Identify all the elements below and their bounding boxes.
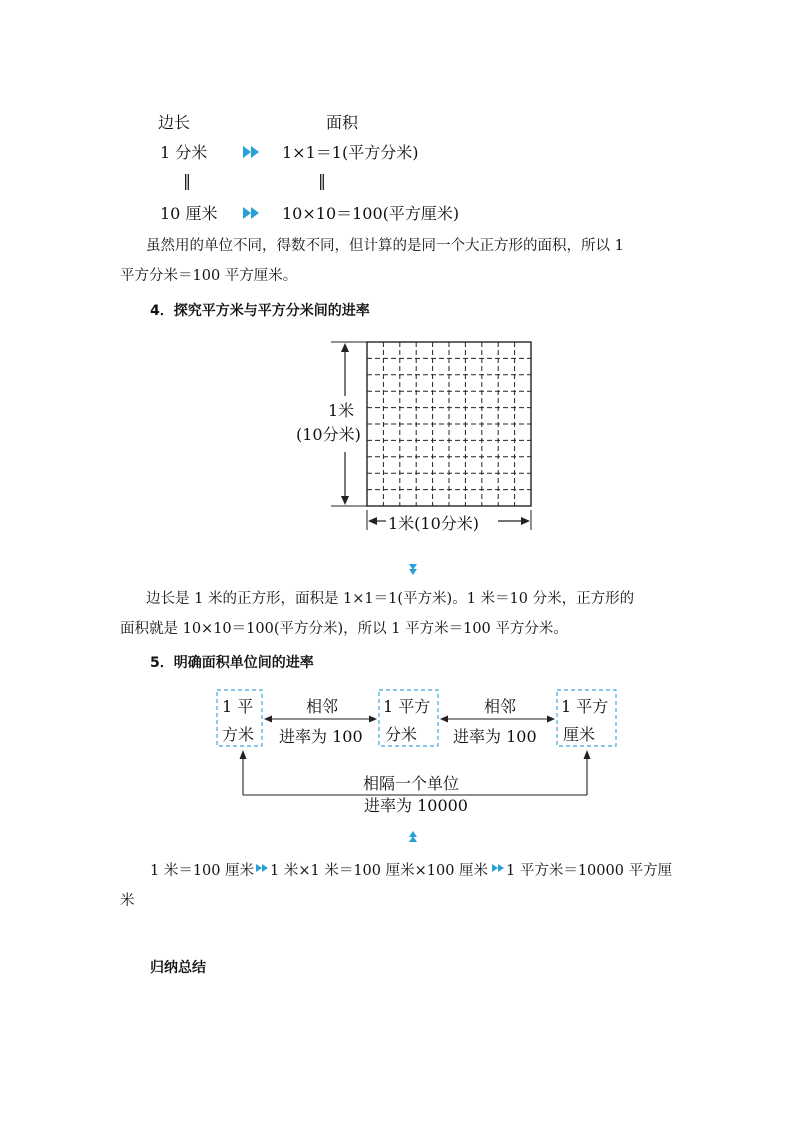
section4-title: 4．探究平方米与平方分米间的进率 bbox=[150, 303, 370, 319]
para2-line2: 面积就是 10×10＝100(平方分米)，所以 1 平方米＝100 平方分米。 bbox=[120, 621, 568, 637]
header-area: 面积 bbox=[326, 113, 359, 132]
span-rate-label: 进率为 10000 bbox=[364, 796, 468, 815]
adjacent-label-2: 相邻 bbox=[484, 697, 517, 716]
para1-line2: 平方分米＝100 平方厘米。 bbox=[120, 268, 298, 284]
section5-title: 5．明确面积单位间的进率 bbox=[150, 655, 314, 671]
conversion-part1: 1 米＝100 厘米 bbox=[150, 863, 255, 879]
unit-box3-line1: 1 平方 bbox=[561, 697, 609, 716]
para1-line1: 虽然用的单位不同，得数不同，但计算的是同一个大正方形的面积，所以 1 bbox=[146, 238, 624, 254]
adjacent-label-1: 相邻 bbox=[306, 697, 339, 716]
grid-vertical-label-2: (10分米) bbox=[296, 425, 361, 444]
span-label: 相隔一个单位 bbox=[361, 771, 461, 794]
row1-area: 1×1＝1(平方分米) bbox=[282, 143, 419, 162]
conversion-part3: 1 平方米＝10000 平方厘 bbox=[506, 863, 673, 879]
equal-mark-left: ‖ bbox=[183, 171, 191, 190]
equal-mark-right: ‖ bbox=[318, 171, 326, 190]
rate-label-2: 进率为 100 bbox=[453, 727, 537, 746]
summary-title: 归纳总结 bbox=[150, 960, 206, 976]
unit-box2-line1: 1 平方 bbox=[383, 697, 431, 716]
unit-box3-line2: 厘米 bbox=[563, 725, 596, 744]
row2-side: 10 厘米 bbox=[160, 204, 218, 223]
conversion-wrap: 米 bbox=[120, 893, 135, 909]
unit-box1-line2: 方米 bbox=[222, 725, 255, 744]
conversion-part2: 1 米×1 米＝100 厘米×100 厘米 bbox=[270, 863, 489, 879]
row2-area: 10×10＝100(平方厘米) bbox=[282, 204, 460, 223]
header-side: 边长 bbox=[158, 113, 191, 132]
grid-vertical-label-1: 1米 bbox=[328, 401, 355, 420]
unit-box1-line1: 1 平 bbox=[222, 697, 254, 716]
rate-label-1: 进率为 100 bbox=[279, 727, 363, 746]
row1-side: 1 分米 bbox=[160, 143, 208, 162]
grid-horizontal-label: 1米(10分米) bbox=[388, 514, 480, 533]
para2-line1: 边长是 1 米的正方形，面积是 1×1＝1(平方米)。1 米＝10 分米，正方形的 bbox=[146, 591, 635, 607]
unit-box2-line2: 分米 bbox=[385, 725, 418, 744]
